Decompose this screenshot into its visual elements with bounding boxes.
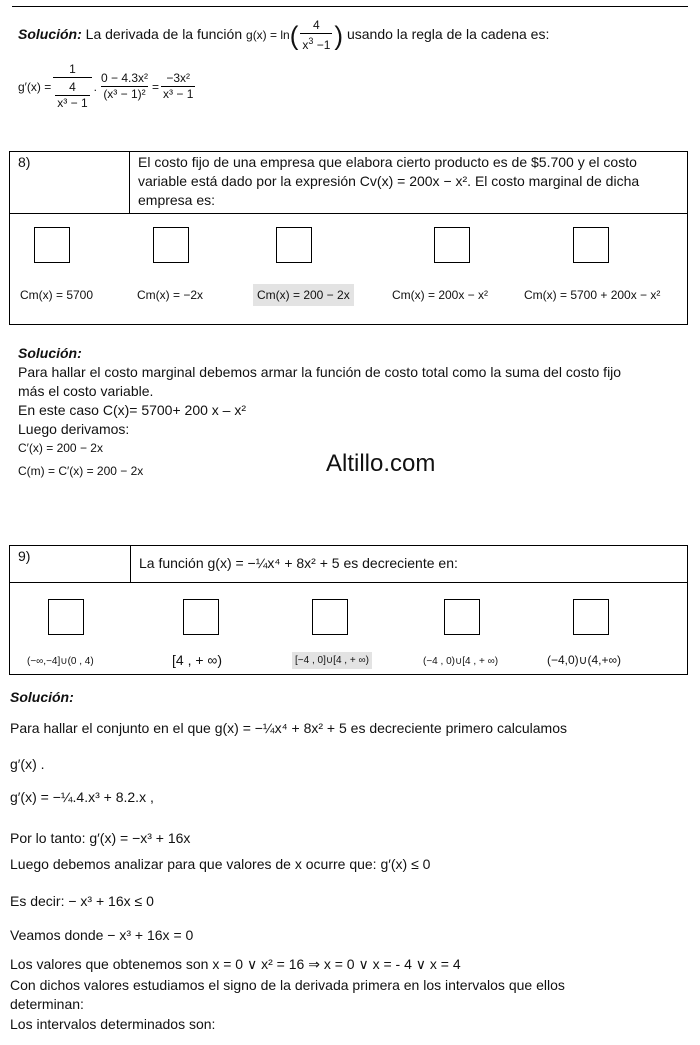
solution-text: Para hallar el costo marginal debemos armar la función de costo total como la suma del costo fijo — [18, 364, 622, 380]
option-1-checkbox[interactable] — [48, 599, 84, 635]
question-number-cell — [10, 546, 131, 583]
solution-text: La derivada de la función — [85, 26, 243, 43]
solution-formula: Es decir: − x³ + 16x ≤ 0 — [10, 893, 154, 909]
option-4-checkbox[interactable] — [444, 599, 480, 635]
solution-text: Con dichos valores estudiamos el signo de la derivada primera en los intervalos que ellos — [10, 977, 565, 993]
option-5-checkbox[interactable] — [573, 227, 609, 263]
solution-1-intro: Solución: La derivada de la función g(x) = ln( $\frac{4}{x^3 -1}$ ) usando la regla de la cadena es: — [18, 18, 550, 52]
option-2-label: Cm(x) = −2x — [137, 288, 204, 302]
option-4-checkbox[interactable] — [434, 227, 470, 263]
option-1-label: (−∞,−4]∪(0 , 4) — [27, 656, 94, 667]
option-1-label: Cm(x) = 5700 — [20, 288, 94, 302]
solution-label: Solución: — [18, 26, 82, 43]
option-5-label: (−4,0)∪(4,+∞) — [547, 653, 622, 667]
solution-formula: g′(x) = −¼.4.x³ + 8.2.x , — [10, 789, 154, 805]
solution-formula: C′(x) = 200 − 2x — [18, 441, 103, 455]
solution-text: Los intervalos determinados son: — [10, 1016, 216, 1032]
derivative-formula: g′(x) = $\frac{1}{\frac{4}{\text{x³ − 1}}}$ . $\frac{\text{0 − 4.3x²}}{\text{(x³ − 1)²}}$ = $\frac{\text{−3x²}}{\text{x³ − 1}}$ — [18, 62, 194, 110]
watermark: Altillo.com — [326, 450, 436, 477]
solution-text: Los valores que obtenemos son x = 0 ∨ x² = 16 ⇒ x = 0 ∨ x = - 4 ∨ x = 4 — [10, 956, 461, 972]
question-statement-cell — [130, 152, 687, 214]
option-1-checkbox[interactable] — [34, 227, 70, 263]
solution-formula: Veamos donde − x³ + 16x = 0 — [10, 927, 194, 943]
question-statement: El costo fijo de una empresa que elabora cierto producto es de $5.700 y el costo variable está dado por la expresión Cv(x) = 200x − x². El costo marginal de dicha empresa es: — [138, 154, 640, 208]
option-5-checkbox[interactable] — [573, 599, 609, 635]
question-number: 8) — [18, 154, 31, 170]
option-2-label: [4 , + ∞) — [172, 652, 223, 668]
solution-formula: g′(x) . — [10, 756, 45, 772]
question-statement-cell — [131, 546, 687, 583]
derivative-lhs: g′(x) = — [18, 79, 52, 94]
top-rule — [12, 6, 688, 7]
solution-text-b: usando la regla de la cadena es: — [346, 26, 550, 43]
question-number: 9) — [18, 548, 31, 564]
option-2-checkbox[interactable] — [153, 227, 189, 263]
option-3-label-correct: Cm(x) = 200 − 2x — [253, 284, 354, 306]
solution-formula: C(m) = C′(x) = 200 − 2x — [18, 464, 144, 478]
question-number-cell — [10, 152, 130, 214]
option-3-checkbox[interactable] — [276, 227, 312, 263]
solution-text: En este caso C(x)= 5700+ 200 x – x² — [18, 402, 247, 418]
question-statement: La función g(x) = −¼x⁴ + 8x² + 5 es decreciente en: — [139, 555, 458, 571]
solution-text: determinan: — [10, 996, 84, 1012]
option-4-label: (−4 , 0)∪[4 , + ∞) — [423, 656, 499, 667]
fraction-1: $\frac{1}{\frac{4}{\text{x³ − 1}}}$ — [53, 62, 91, 111]
option-4-label: Cm(x) = 200x − x² — [392, 288, 489, 302]
question-9-table — [9, 545, 688, 675]
function-g: g(x) = ln — [246, 28, 290, 43]
solution-formula: Por lo tanto: g′(x) = −x³ + 16x — [10, 830, 191, 846]
question-8-table — [9, 151, 688, 325]
option-3-checkbox[interactable] — [312, 599, 348, 635]
solution-text: Luego derivamos: — [18, 421, 130, 437]
option-2-checkbox[interactable] — [183, 599, 219, 635]
option-5-label: Cm(x) = 5700 + 200x − x² — [524, 288, 661, 302]
option-3-label-correct: [−4 , 0]∪[4 , + ∞) — [292, 652, 372, 669]
solution-text: Luego debemos analizar para que valores de x ocurre que: g′(x) ≤ 0 — [10, 856, 431, 872]
solution-label: Solución: — [18, 345, 82, 361]
equals: = — [152, 79, 160, 94]
fraction-2: $\frac{\text{0 − 4.3x²}}{\text{(x³ − 1)²}}$ — [100, 71, 148, 101]
fraction-3: $\frac{\text{−3x²}}{\text{x³ − 1}}$ — [163, 71, 194, 101]
solution-label: Solución: — [10, 689, 74, 705]
fraction: $\frac{4}{x^3 -1}$ — [302, 18, 331, 52]
solution-text: más el costo variable. — [18, 383, 154, 399]
solution-text: Para hallar el conjunto en el que g(x) = −¼x⁴ + 8x² + 5 es decreciente primero calculamos — [10, 720, 567, 736]
